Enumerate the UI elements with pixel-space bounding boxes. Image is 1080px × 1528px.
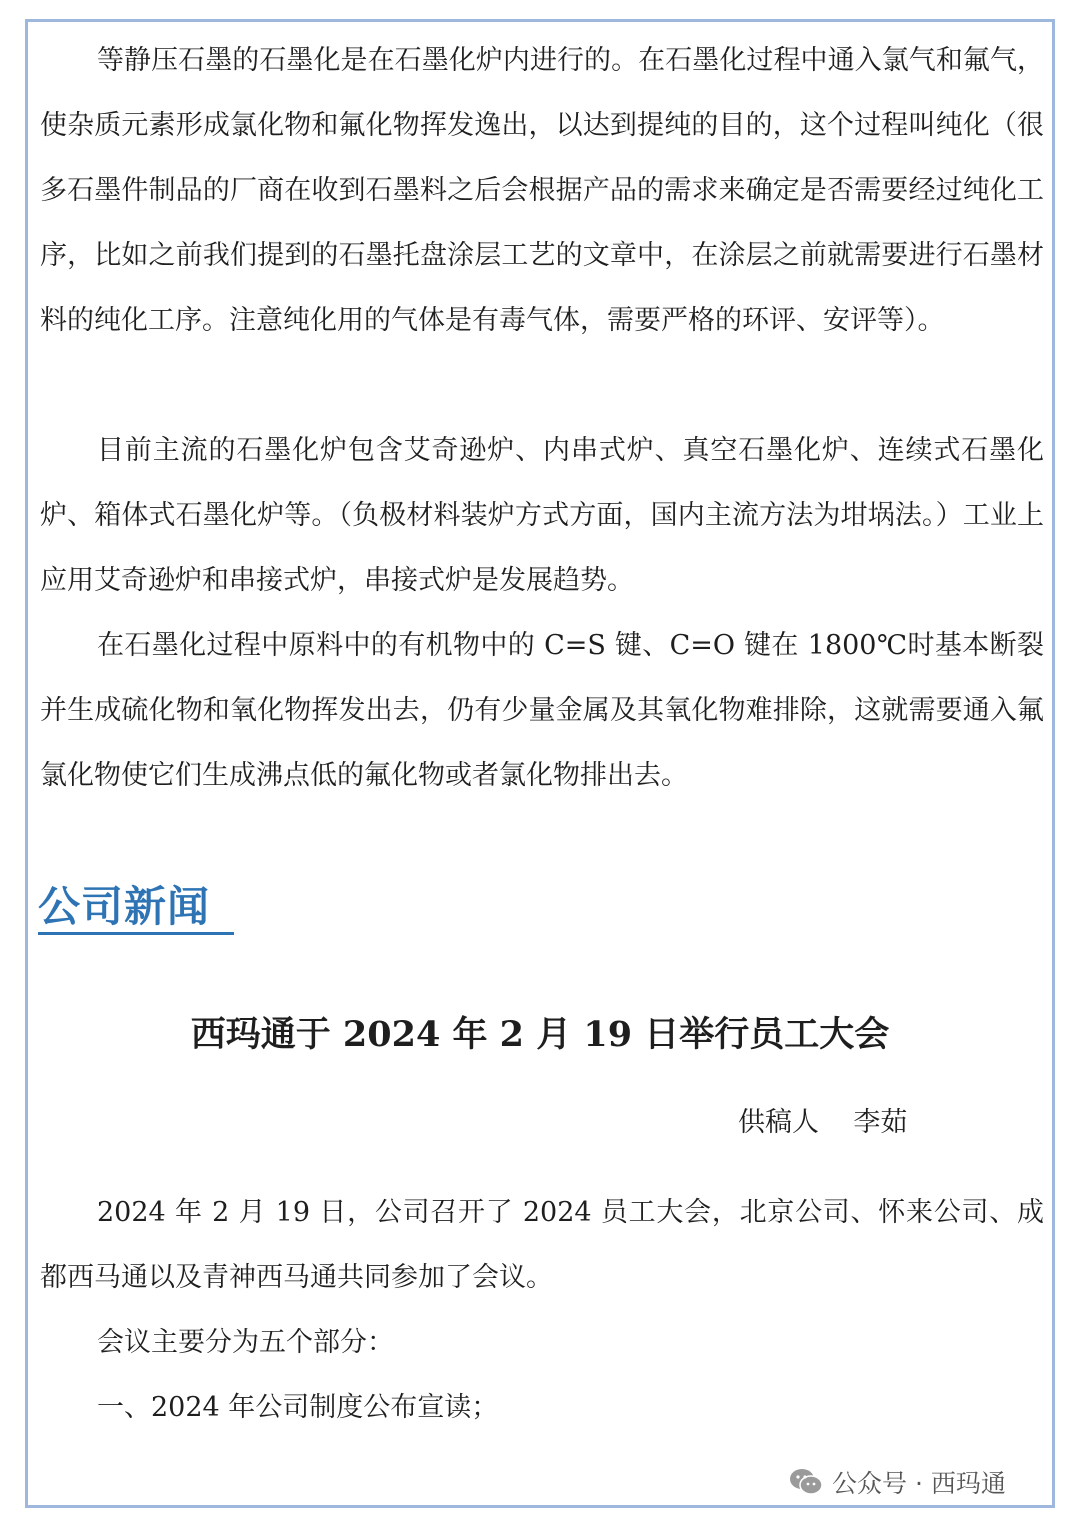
- body-paragraph-purification: 等静压石墨的石墨化是在石墨化炉内进行的。在石墨化过程中通入氯气和氟气，使杂质元素形成氯化物和氟化物挥发逸出，以达到提纯的目的，这个过程叫纯化（很多石墨件制品的厂商在收到石墨料之后会根据产品的需求来确定是否需要经过纯化工序，比如之前我们提到的石墨托盘涂层工艺的文章中，在涂层之前就需要进行石墨材料的纯化工序。注意纯化用的气体是有毒气体，需要严格的环评、安评等）。: [40, 45, 1044, 336]
- news-byline: 供稿人 李茹: [738, 1107, 908, 1138]
- body-paragraph-bond-breaking: 在石墨化过程中原料中的有机物中的 C=S 键、C=O 键在 1800℃时基本断裂并生成硫化物和氧化物挥发出去，仍有少量金属及其氧化物难排除，这就需要通入氟氯化物使它们生成沸点低的氟化物或者氯化物排出去。: [40, 630, 1044, 791]
- section-heading-company-news: 公司新闻: [38, 882, 234, 935]
- news-paragraph-agenda-intro: 会议主要分为五个部分：: [97, 1327, 394, 1358]
- wechat-icon: [788, 1467, 824, 1497]
- news-article-title: 西玛通于 2024 年 2 月 19 日举行员工大会: [190, 1014, 890, 1055]
- news-paragraph-meeting: 2024 年 2 月 19 日，公司召开了 2024 员工大会，北京公司、怀来公司、成都西马通以及青神西马通共同参加了会议。: [40, 1197, 1044, 1293]
- wechat-watermark: [788, 1464, 1006, 1500]
- news-paragraph-agenda-item-1: 一、2024 年公司制度公布宣读；: [97, 1392, 499, 1423]
- watermark-text: 公众号 · 西玛通: [832, 1469, 1006, 1498]
- body-paragraph-furnace-types: 目前主流的石墨化炉包含艾奇逊炉、内串式炉、真空石墨化炉、连续式石墨化炉、箱体式石墨化炉等。（负极材料装炉方式方面，国内主流方法为坩埚法。）工业上应用艾奇逊炉和串接式炉，串接式炉是发展趋势。: [40, 435, 1044, 596]
